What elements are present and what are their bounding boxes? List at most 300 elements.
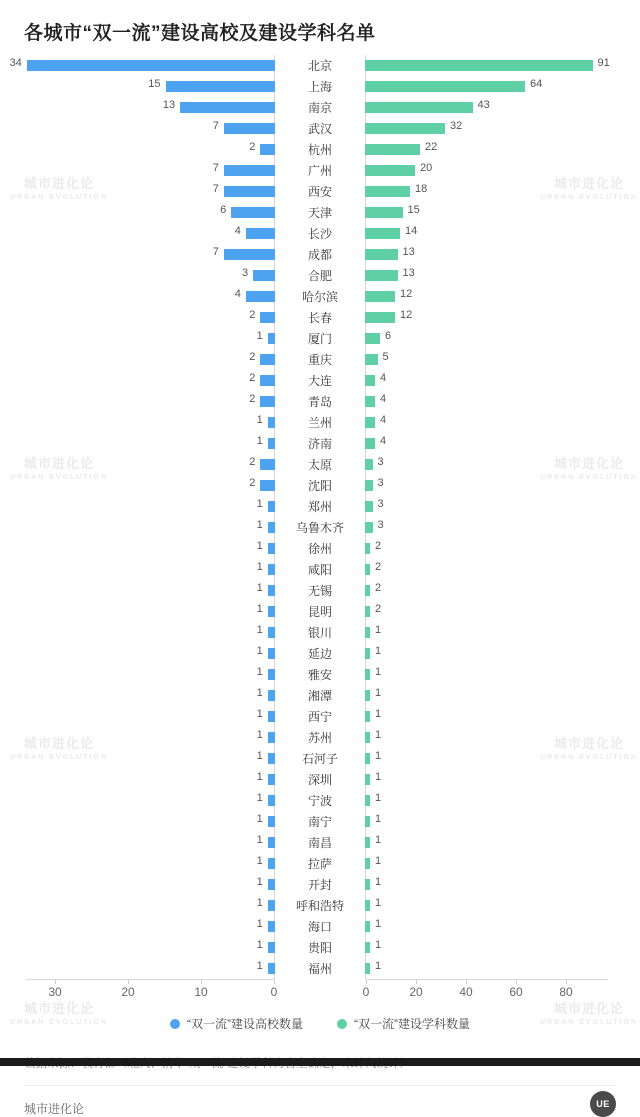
- left-bar-cell: [0, 727, 275, 748]
- axis-tick-label: 30: [48, 985, 62, 999]
- bar-disciplines: [365, 774, 370, 785]
- bar-value-disciplines: 12: [400, 288, 413, 300]
- left-bar-cell: [0, 139, 275, 160]
- axis-tick-label: 80: [559, 985, 573, 999]
- axis-tick-mark: [55, 980, 56, 984]
- left-bar-cell: [0, 244, 275, 265]
- category-label: 海口: [307, 920, 332, 934]
- category-label: 合肥: [307, 269, 332, 283]
- bar-disciplines: [365, 900, 370, 911]
- axis-tick-mark: [416, 980, 417, 984]
- category-label: 湘潭: [307, 689, 332, 703]
- bar-value-disciplines: 1: [375, 813, 382, 825]
- legend-dot-icon: [337, 1019, 347, 1029]
- bar-universities: [224, 165, 275, 176]
- bar-value-universities: 2: [249, 372, 256, 384]
- left-bar-cell: [0, 202, 275, 223]
- bar-value-universities: 1: [256, 435, 263, 447]
- right-bar-cell: [365, 370, 640, 391]
- legend-item-universities: [170, 1015, 303, 1032]
- category-label: 咸阳: [307, 563, 332, 577]
- bar-disciplines: [365, 228, 400, 239]
- bar-universities: [268, 669, 275, 680]
- bar-disciplines: [365, 837, 370, 848]
- category-label: 福州: [307, 962, 332, 976]
- chart-row: [0, 349, 640, 370]
- bar-value-disciplines: 2: [375, 603, 382, 615]
- bar-value-universities: 7: [212, 120, 219, 132]
- left-bar-cell: [0, 811, 275, 832]
- right-bar-cell: [365, 559, 640, 580]
- bar-disciplines: [365, 879, 370, 890]
- left-bar-cell: [0, 601, 275, 622]
- bar-value-universities: 1: [256, 813, 263, 825]
- bar-value-universities: 1: [256, 918, 263, 930]
- legend-label-disciplines: “双一流”建设学科数量: [354, 1017, 470, 1031]
- brand-name: 城市进化论: [24, 1102, 85, 1116]
- watermark: 城市进化论 URBAN EVOLUTION: [540, 736, 639, 761]
- bar-value-universities: 7: [212, 162, 219, 174]
- category-label: 无锡: [307, 584, 332, 598]
- bar-universities: [268, 816, 275, 827]
- watermark: 城市进化论 URBAN EVOLUTION: [10, 1001, 109, 1026]
- bar-value-universities: 1: [256, 876, 263, 888]
- bar-disciplines: [365, 942, 370, 953]
- axis-tick-mark: [516, 980, 517, 984]
- bar-disciplines: [365, 669, 370, 680]
- right-bar-cell: [365, 76, 640, 97]
- right-bar-cell: [365, 832, 640, 853]
- bar-value-universities: 2: [249, 309, 256, 321]
- left-bar-cell: [0, 559, 275, 580]
- chart-row: [0, 853, 640, 874]
- bar-value-disciplines: 3: [377, 519, 384, 531]
- category-label: 沈阳: [307, 479, 332, 493]
- bar-value-universities: 1: [256, 414, 263, 426]
- bar-universities: [260, 459, 275, 470]
- axis-ticks: [0, 985, 640, 1007]
- bar-value-universities: 3: [241, 267, 249, 279]
- category-label: 银川: [307, 626, 332, 640]
- left-bar-cell: [0, 706, 275, 727]
- axis-tick-mark: [466, 980, 467, 984]
- right-bar-cell: [365, 286, 640, 307]
- watermark: 城市进化论 URBAN EVOLUTION: [540, 176, 639, 201]
- bar-value-disciplines: 1: [375, 729, 382, 741]
- right-bar-cell: [365, 55, 640, 76]
- bar-universities: [268, 438, 275, 449]
- bar-value-disciplines: 12: [400, 309, 413, 321]
- category-label: 重庆: [307, 353, 332, 367]
- left-bar-cell: [0, 454, 275, 475]
- category-label: 乌鲁木齐: [295, 521, 344, 535]
- bar-value-universities: 1: [256, 750, 263, 762]
- left-bar-cell: [0, 370, 275, 391]
- chart-row: [0, 328, 640, 349]
- left-bar-cell: [0, 265, 275, 286]
- chart-row: [0, 244, 640, 265]
- left-bar-cell: [0, 769, 275, 790]
- bar-universities: [268, 417, 275, 428]
- bar-universities: [268, 963, 275, 974]
- left-bar-cell: [0, 475, 275, 496]
- bar-disciplines: [365, 690, 370, 701]
- bar-disciplines: [365, 186, 410, 197]
- bar-universities: [253, 270, 275, 281]
- bar-value-universities: 2: [249, 456, 256, 468]
- bar-value-universities: 2: [249, 477, 256, 489]
- bar-value-universities: 13: [162, 99, 176, 111]
- left-bar-cell: [0, 664, 275, 685]
- bar-disciplines: [365, 396, 375, 407]
- category-label: 兰州: [307, 416, 332, 430]
- bar-disciplines: [365, 795, 370, 806]
- chart-row: [0, 811, 640, 832]
- bar-universities: [268, 606, 275, 617]
- bar-universities: [268, 795, 275, 806]
- right-bar-cell: [365, 328, 640, 349]
- left-bar-cell: [0, 118, 275, 139]
- left-bar-cell: [0, 832, 275, 853]
- bar-universities: [260, 144, 275, 155]
- legend-dot-icon: [170, 1019, 180, 1029]
- bar-disciplines: [365, 123, 445, 134]
- bar-value-universities: 1: [256, 771, 263, 783]
- bar-value-universities: 2: [249, 393, 256, 405]
- category-label: 西安: [307, 185, 332, 199]
- chart-row: [0, 685, 640, 706]
- category-label: 宁波: [307, 794, 332, 808]
- bar-universities: [260, 375, 275, 386]
- bar-value-disciplines: 1: [375, 687, 382, 699]
- bar-value-universities: 1: [256, 498, 263, 510]
- right-bar-cell: [365, 160, 640, 181]
- bar-value-universities: 1: [256, 582, 263, 594]
- right-bar-cell: [365, 223, 640, 244]
- left-bar-cell: [0, 97, 275, 118]
- divider: [24, 1085, 616, 1086]
- bar-value-universities: 1: [256, 897, 263, 909]
- category-label: 杭州: [307, 143, 332, 157]
- bar-universities: [180, 102, 275, 113]
- bar-disciplines: [365, 354, 378, 365]
- bar-value-disciplines: 18: [415, 183, 428, 195]
- bar-value-disciplines: 1: [375, 834, 382, 846]
- bar-universities: [268, 501, 275, 512]
- right-bar-cell: [365, 916, 640, 937]
- right-bar-cell: [365, 517, 640, 538]
- chart-row: [0, 622, 640, 643]
- bar-universities: [260, 354, 275, 365]
- left-bar-cell: [0, 391, 275, 412]
- bar-universities: [268, 858, 275, 869]
- right-bar-cell: [365, 265, 640, 286]
- bar-universities: [268, 774, 275, 785]
- left-bar-cell: [0, 580, 275, 601]
- bar-value-disciplines: 6: [385, 330, 392, 342]
- bar-disciplines: [365, 375, 375, 386]
- chart-row: [0, 97, 640, 118]
- chart-row: [0, 139, 640, 160]
- left-bar-cell: [0, 937, 275, 958]
- bar-disciplines: [365, 480, 373, 491]
- bar-value-disciplines: 1: [375, 960, 382, 972]
- left-bar-cell: [0, 748, 275, 769]
- bar-disciplines: [365, 60, 593, 71]
- bar-universities: [268, 879, 275, 890]
- watermark: 城市进化论 URBAN EVOLUTION: [540, 1001, 639, 1026]
- right-bar-cell: [365, 706, 640, 727]
- axis-tick-mark: [201, 980, 202, 984]
- category-label: 哈尔滨: [301, 290, 338, 304]
- right-bar-cell: [365, 307, 640, 328]
- category-label: 长沙: [307, 227, 332, 241]
- chart-row: [0, 706, 640, 727]
- bar-universities: [268, 942, 275, 953]
- right-bar-cell: [365, 118, 640, 139]
- bar-value-disciplines: 1: [375, 897, 382, 909]
- right-bar-cell: [365, 664, 640, 685]
- bar-universities: [260, 480, 275, 491]
- bar-universities: [246, 291, 275, 302]
- bar-universities: [268, 648, 275, 659]
- bar-value-disciplines: 15: [407, 204, 420, 216]
- axis-tick-label: 10: [194, 985, 208, 999]
- chart-row: [0, 559, 640, 580]
- bar-universities: [268, 543, 275, 554]
- bar-universities: [268, 585, 275, 596]
- bar-value-disciplines: 4: [380, 414, 387, 426]
- right-bar-cell: [365, 580, 640, 601]
- chart-legend: [0, 1015, 640, 1032]
- legend-item-disciplines: [337, 1015, 470, 1032]
- watermark: 城市进化论 URBAN EVOLUTION: [10, 456, 109, 481]
- bar-disciplines: [365, 564, 370, 575]
- right-bar-cell: [365, 727, 640, 748]
- bar-value-universities: 1: [256, 624, 263, 636]
- left-bar-cell: [0, 496, 275, 517]
- left-bar-cell: [0, 517, 275, 538]
- right-bar-cell: [365, 874, 640, 895]
- left-axis-baseline: [26, 979, 275, 980]
- category-label: 太原: [307, 458, 332, 472]
- bar-value-disciplines: 5: [382, 351, 389, 363]
- bar-value-universities: 1: [256, 855, 263, 867]
- bar-disciplines: [365, 249, 398, 260]
- bar-disciplines: [365, 858, 370, 869]
- right-bar-cell: [365, 181, 640, 202]
- chart-row: [0, 433, 640, 454]
- right-bar-cell: [365, 601, 640, 622]
- bar-disciplines: [365, 291, 395, 302]
- bar-disciplines: [365, 165, 415, 176]
- bar-value-universities: 34: [9, 57, 22, 69]
- bar-value-disciplines: 13: [402, 246, 415, 258]
- bar-value-disciplines: 1: [375, 876, 382, 888]
- bar-value-disciplines: 2: [375, 540, 382, 552]
- left-bar-cell: [0, 328, 275, 349]
- category-label: 南京: [307, 101, 332, 115]
- left-bar-cell: [0, 76, 275, 97]
- category-label: 开封: [307, 878, 332, 892]
- right-bar-cell: [365, 769, 640, 790]
- left-bar-cell: [0, 874, 275, 895]
- bar-disciplines: [365, 753, 370, 764]
- bar-universities: [268, 921, 275, 932]
- category-label: 南宁: [307, 815, 332, 829]
- bar-disciplines: [365, 438, 375, 449]
- category-label: 上海: [307, 80, 332, 94]
- bar-disciplines: [365, 501, 373, 512]
- bar-disciplines: [365, 963, 370, 974]
- category-label: 深圳: [307, 773, 332, 787]
- bar-value-disciplines: 1: [375, 855, 382, 867]
- left-bar-cell: [0, 685, 275, 706]
- axis-tick-mark: [274, 980, 275, 984]
- right-bar-cell: [365, 937, 640, 958]
- right-bar-cell: [365, 391, 640, 412]
- left-bar-cell: [0, 433, 275, 454]
- chart-row: [0, 727, 640, 748]
- bar-value-universities: 7: [212, 246, 219, 258]
- left-bar-cell: [0, 622, 275, 643]
- bar-disciplines: [365, 81, 525, 92]
- category-label: 徐州: [307, 542, 332, 556]
- bar-value-universities: 2: [249, 351, 256, 363]
- page-title: 各城市“双一流”建设高校及建设学科名单: [24, 23, 376, 44]
- bar-value-disciplines: 1: [375, 918, 382, 930]
- bar-universities: [224, 123, 275, 134]
- chart-row: [0, 370, 640, 391]
- bar-disciplines: [365, 312, 395, 323]
- chart-row: [0, 307, 640, 328]
- category-label: 厦门: [307, 332, 332, 346]
- left-bar-cell: [0, 412, 275, 433]
- category-label: 广州: [307, 164, 332, 178]
- axis-tick-label: 0: [362, 985, 370, 999]
- category-label: 昆明: [307, 605, 332, 619]
- bar-value-disciplines: 1: [375, 666, 382, 678]
- category-label: 郑州: [307, 500, 332, 514]
- category-label: 南昌: [307, 836, 332, 850]
- chart-row: [0, 55, 640, 76]
- axis-tick-label: 0: [270, 985, 278, 999]
- bar-value-universities: 1: [256, 519, 263, 531]
- bottom-bar: [0, 1058, 640, 1066]
- category-label: 贵阳: [307, 941, 332, 955]
- category-label: 青岛: [307, 395, 332, 409]
- watermark: 城市进化论 URBAN EVOLUTION: [10, 176, 109, 201]
- bar-value-disciplines: 4: [380, 393, 387, 405]
- bar-value-disciplines: 22: [425, 141, 438, 153]
- watermark: 城市进化论 URBAN EVOLUTION: [10, 736, 109, 761]
- left-bar-cell: [0, 538, 275, 559]
- bar-universities: [260, 396, 275, 407]
- right-bar-cell: [365, 538, 640, 559]
- bar-universities: [246, 228, 275, 239]
- left-bar-cell: [0, 349, 275, 370]
- right-bar-cell: [365, 244, 640, 265]
- category-label: 成都: [307, 248, 332, 262]
- right-bar-cell: [365, 412, 640, 433]
- category-label: 济南: [307, 437, 332, 451]
- left-bar-cell: [0, 307, 275, 328]
- bar-disciplines: [365, 585, 370, 596]
- bar-disciplines: [365, 732, 370, 743]
- bar-value-universities: 4: [234, 225, 241, 237]
- bar-value-universities: 1: [256, 540, 263, 552]
- chart-row: [0, 160, 640, 181]
- right-bar-cell: [365, 790, 640, 811]
- left-bar-cell: [0, 895, 275, 916]
- bar-universities: [166, 81, 276, 92]
- bar-value-disciplines: 1: [375, 645, 382, 657]
- bar-universities: [268, 333, 275, 344]
- bar-universities: [268, 732, 275, 743]
- chart-row: [0, 265, 640, 286]
- bar-universities: [260, 312, 275, 323]
- butterfly-chart: [0, 55, 640, 979]
- chart-row: [0, 118, 640, 139]
- bar-disciplines: [365, 921, 370, 932]
- chart-row: [0, 76, 640, 97]
- bar-value-universities: 1: [256, 687, 263, 699]
- bar-universities: [268, 627, 275, 638]
- bar-universities: [268, 564, 275, 575]
- bar-disciplines: [365, 144, 420, 155]
- chart-row: [0, 475, 640, 496]
- bar-value-disciplines: 14: [405, 225, 418, 237]
- right-bar-cell: [365, 685, 640, 706]
- bar-value-universities: 1: [256, 330, 263, 342]
- chart-row: [0, 580, 640, 601]
- category-label: 长春: [307, 311, 332, 325]
- category-label: 北京: [307, 59, 332, 73]
- left-bar-cell: [0, 958, 275, 979]
- left-bar-cell: [0, 55, 275, 76]
- category-label: 拉萨: [307, 857, 332, 871]
- bar-value-disciplines: 3: [377, 456, 384, 468]
- axis-tick-mark: [566, 980, 567, 984]
- bar-value-disciplines: 3: [377, 477, 384, 489]
- bar-value-disciplines: 3: [377, 498, 384, 510]
- chart-row: [0, 937, 640, 958]
- bar-value-universities: 1: [256, 792, 263, 804]
- bar-universities: [268, 522, 275, 533]
- left-bar-cell: [0, 181, 275, 202]
- bar-value-disciplines: 32: [450, 120, 463, 132]
- category-label: 呼和浩特: [295, 899, 344, 913]
- bar-value-universities: 15: [148, 78, 161, 90]
- chart-row: [0, 958, 640, 979]
- axis-tick-label: 20: [121, 985, 135, 999]
- right-bar-cell: [365, 811, 640, 832]
- left-bar-cell: [0, 790, 275, 811]
- axis-tick-label: 20: [409, 985, 423, 999]
- right-bar-cell: [365, 496, 640, 517]
- brand-logo: UE: [590, 1091, 616, 1117]
- chart-row: [0, 769, 640, 790]
- bar-value-universities: 1: [256, 708, 263, 720]
- category-label: 苏州: [307, 731, 332, 745]
- bar-value-disciplines: 1: [375, 750, 382, 762]
- bar-disciplines: [365, 816, 370, 827]
- right-bar-cell: [365, 349, 640, 370]
- left-bar-cell: [0, 223, 275, 244]
- axis-tick-label: 40: [459, 985, 473, 999]
- right-bar-cell: [365, 475, 640, 496]
- chart-row: [0, 496, 640, 517]
